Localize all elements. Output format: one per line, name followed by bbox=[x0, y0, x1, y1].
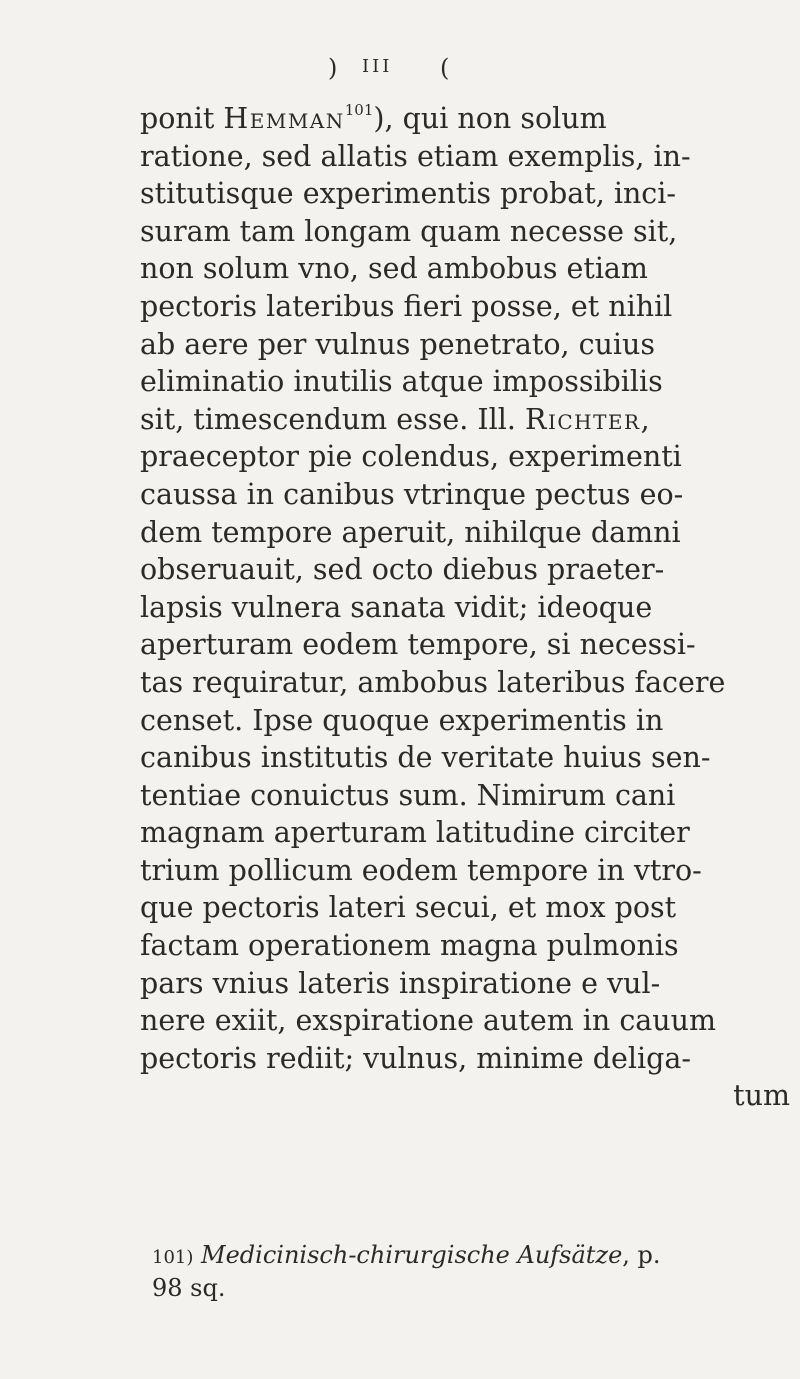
text-line: suram tam longam quam necesse sit, bbox=[140, 214, 678, 248]
text-line: tas requiratur, ambobus lateribus facere bbox=[140, 665, 726, 699]
text-line: pectoris rediit; vulnus, minime deliga- bbox=[140, 1041, 691, 1075]
page-number: III bbox=[362, 56, 393, 77]
text-line: censet. Ipse quoque experimentis in bbox=[140, 703, 664, 737]
text-line: ponit Hemman$^{101}$), qui non solum bbox=[140, 101, 607, 135]
footnote-line: 101) Medicinisch-chirurgische Aufsätze, p. bbox=[152, 1241, 661, 1269]
author-name-hemman: Hemman bbox=[223, 102, 345, 135]
text-line: non solum vno, sed ambobus etiam bbox=[140, 252, 648, 286]
text-line: eliminatio inutilis atque impossibilis bbox=[140, 365, 663, 399]
text-line: tentiae conuictus sum. Nimirum cani bbox=[140, 778, 676, 812]
footnote-marker: 101 bbox=[344, 101, 374, 119]
footnote-line: 98 sq. bbox=[152, 1274, 226, 1302]
text-line: stitutisque experimentis probat, inci- bbox=[140, 177, 677, 211]
text-line: ab aere per vulnus penetrato, cuius bbox=[140, 327, 656, 361]
footnote-number: 101) bbox=[152, 1247, 194, 1268]
main-text-block bbox=[140, 100, 796, 1115]
running-header bbox=[0, 54, 800, 88]
footnote-title: Medicinisch-chirurgische Aufsätze bbox=[201, 1241, 623, 1269]
text-line: sit, timescendum esse. Ill. Richter, bbox=[140, 402, 650, 436]
header-paren-left: ) bbox=[328, 54, 340, 82]
text-line: trium pollicum eodem tempore in vtro- bbox=[140, 853, 702, 887]
text-line: pars vnius lateris inspiratione e vul- bbox=[140, 966, 661, 1000]
header-paren-right: ( bbox=[440, 54, 452, 82]
text-line: aperturam eodem tempore, si necessi- bbox=[140, 628, 696, 662]
footnote bbox=[152, 1240, 792, 1303]
text-line: caussa in canibus vtrinque pectus eo- bbox=[140, 477, 684, 511]
text-line: factam operationem magna pulmonis bbox=[140, 929, 679, 963]
text-line: ratione, sed allatis etiam exemplis, in- bbox=[140, 139, 691, 173]
text-line: dem tempore aperuit, nihilque damni bbox=[140, 515, 681, 549]
text-line: canibus institutis de veritate huius sen- bbox=[140, 741, 711, 775]
text-line: pectoris lateribus fieri posse, et nihil bbox=[140, 289, 673, 323]
text-line: nere exiit, exspiratione autem in cauum bbox=[140, 1004, 717, 1038]
catchword: tum bbox=[733, 1079, 790, 1113]
text-line: magnam aperturam latitudine circiter bbox=[140, 816, 690, 850]
text-line: que pectoris lateri secui, et mox post bbox=[140, 891, 677, 925]
text-line: lapsis vulnera sanata vidit; ideoque bbox=[140, 590, 653, 624]
text-line: praeceptor pie colendus, experimenti bbox=[140, 440, 682, 474]
text-line: obseruauit, sed octo diebus praeter- bbox=[140, 553, 665, 587]
author-name-richter: Richter bbox=[524, 402, 641, 436]
